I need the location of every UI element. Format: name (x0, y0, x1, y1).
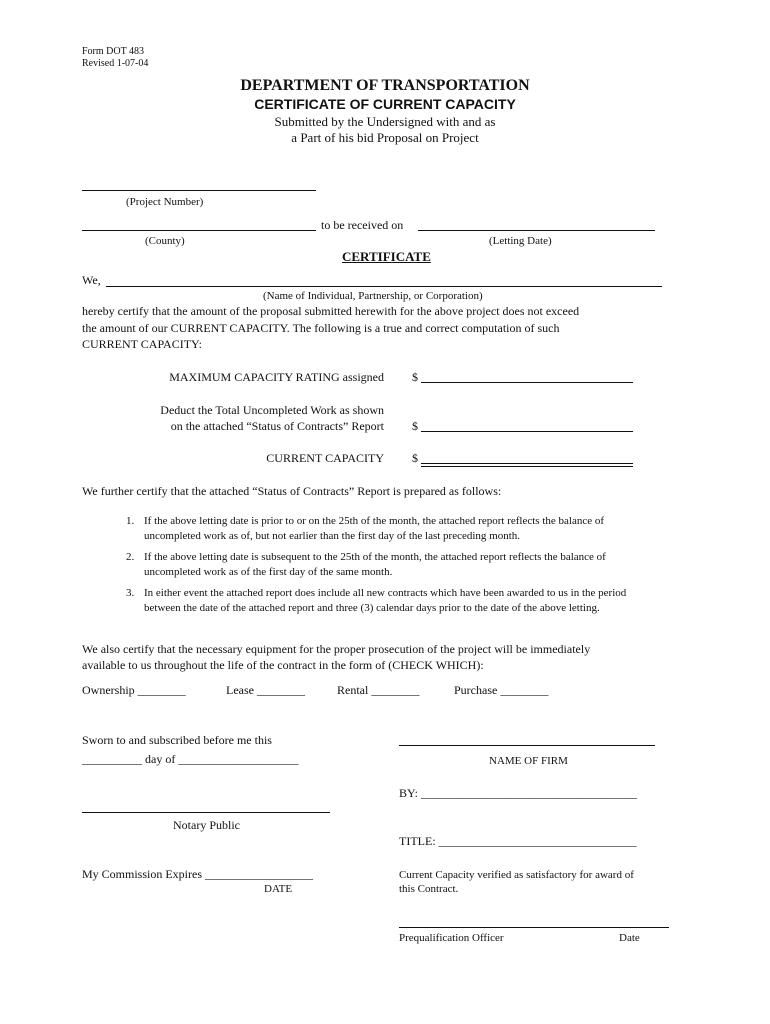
max-rating-label: MAXIMUM CAPACITY RATING assigned (169, 370, 384, 384)
county-label: (County) (145, 235, 185, 247)
rental-option[interactable]: Rental ________ (337, 683, 420, 697)
certify-line-3: CURRENT CAPACITY: (82, 337, 202, 351)
sworn-label: Sworn to and subscribed before me this (82, 733, 272, 747)
list-item-line: uncompleted work as of the first day of the same month. (144, 566, 393, 578)
current-capacity-dollar: $ (412, 451, 418, 465)
notary-signature-field[interactable] (82, 812, 330, 813)
deduct-field[interactable] (421, 431, 633, 432)
name-of-individual-field[interactable] (106, 286, 662, 287)
deduct-label-1: Deduct the Total Uncompleted Work as shown (160, 403, 384, 417)
we-label: We, (82, 273, 101, 287)
form-code: Form DOT 483 (82, 46, 145, 57)
list-item-line: If the above letting date is prior to or on the 25th of the month, the attached report reflects the balance of (144, 515, 605, 527)
title-field[interactable]: TITLE: _________________________________ (399, 834, 637, 848)
subtitle-line-1: Submitted by the Undersigned with and as (274, 114, 496, 129)
current-capacity-double-underline (421, 466, 633, 467)
county-field[interactable] (82, 230, 316, 231)
further-certify: We further certify that the attached “Status of Contracts” Report is prepared as follows: (82, 484, 502, 498)
verified-line-1: Current Capacity verified as satisfactory for award of (399, 869, 634, 881)
list-item-number: 2. (126, 551, 135, 563)
project-number-label: (Project Number) (126, 196, 204, 208)
prequal-officer-label: Prequalification Officer (399, 932, 504, 944)
list-item-line: In either event the attached report does include all new contracts which have been awarded to us in the period (144, 587, 627, 599)
day-of-field[interactable]: __________ day of ____________________ (82, 752, 299, 766)
to-be-received-label: to be received on (321, 218, 404, 232)
conditions-list (126, 514, 716, 616)
lease-option[interactable]: Lease ________ (226, 683, 305, 697)
letting-date-label: (Letting Date) (489, 235, 552, 247)
max-rating-field[interactable] (421, 382, 633, 383)
list-item-line: between the date of the attached report and three (3) calendar days prior to the date of the above letting. (144, 602, 600, 614)
department-title: DEPARTMENT OF TRANSPORTATION (240, 77, 530, 94)
list-item-number: 1. (126, 515, 135, 527)
certificate-heading: CERTIFICATE (342, 249, 431, 264)
list-item-line: uncompleted work as of, but not earlier than the first day of the last preceding month. (144, 530, 521, 542)
deduct-label-2: on the attached “Status of Contracts” Report (170, 419, 384, 433)
by-field[interactable]: BY: ____________________________________ (399, 786, 637, 800)
name-of-firm-label: NAME OF FIRM (489, 755, 568, 767)
max-rating-dollar: $ (412, 370, 418, 384)
letting-date-field[interactable] (418, 230, 655, 231)
prequal-date-label: Date (619, 932, 640, 944)
certify-line-2: the amount of our CURRENT CAPACITY. The following is a true and correct computation of such (82, 321, 560, 335)
verified-line-2: this Contract. (399, 883, 459, 895)
list-item (126, 514, 716, 544)
firm-name-field[interactable] (399, 745, 655, 746)
ownership-option[interactable]: Ownership ________ (82, 683, 186, 697)
deduct-dollar: $ (412, 419, 418, 433)
equipment-line-1: We also certify that the necessary equipment for the proper prosecution of the project will be immediately (82, 642, 591, 656)
prequal-signature-field[interactable] (399, 927, 669, 928)
notary-public-label: Notary Public (173, 818, 240, 832)
form-revised: Revised 1-07-04 (82, 58, 149, 69)
subtitle-line-2: a Part of his bid Proposal on Project (291, 130, 479, 145)
list-item (126, 586, 716, 616)
current-capacity-label: CURRENT CAPACITY (266, 451, 384, 465)
purchase-option[interactable]: Purchase ________ (454, 683, 549, 697)
name-of-individual-label: (Name of Individual, Partnership, or Corporation) (263, 290, 483, 302)
equipment-line-2: available to us throughout the life of the contract in the form of (CHECK WHICH): (82, 658, 484, 672)
list-item-number: 3. (126, 587, 135, 599)
list-item-line: If the above letting date is subsequent to the 25th of the month, the attached report reflects the balance of (144, 551, 606, 563)
list-item (126, 550, 716, 580)
current-capacity-field[interactable] (421, 463, 633, 464)
commission-date-label: DATE (264, 883, 293, 895)
commission-expires-field[interactable]: My Commission Expires __________________ (82, 867, 314, 881)
certificate-title: CERTIFICATE OF CURRENT CAPACITY (254, 96, 516, 112)
project-number-field[interactable] (82, 190, 316, 191)
certify-line-1: hereby certify that the amount of the proposal submitted herewith for the above project does not exceed (82, 304, 580, 318)
